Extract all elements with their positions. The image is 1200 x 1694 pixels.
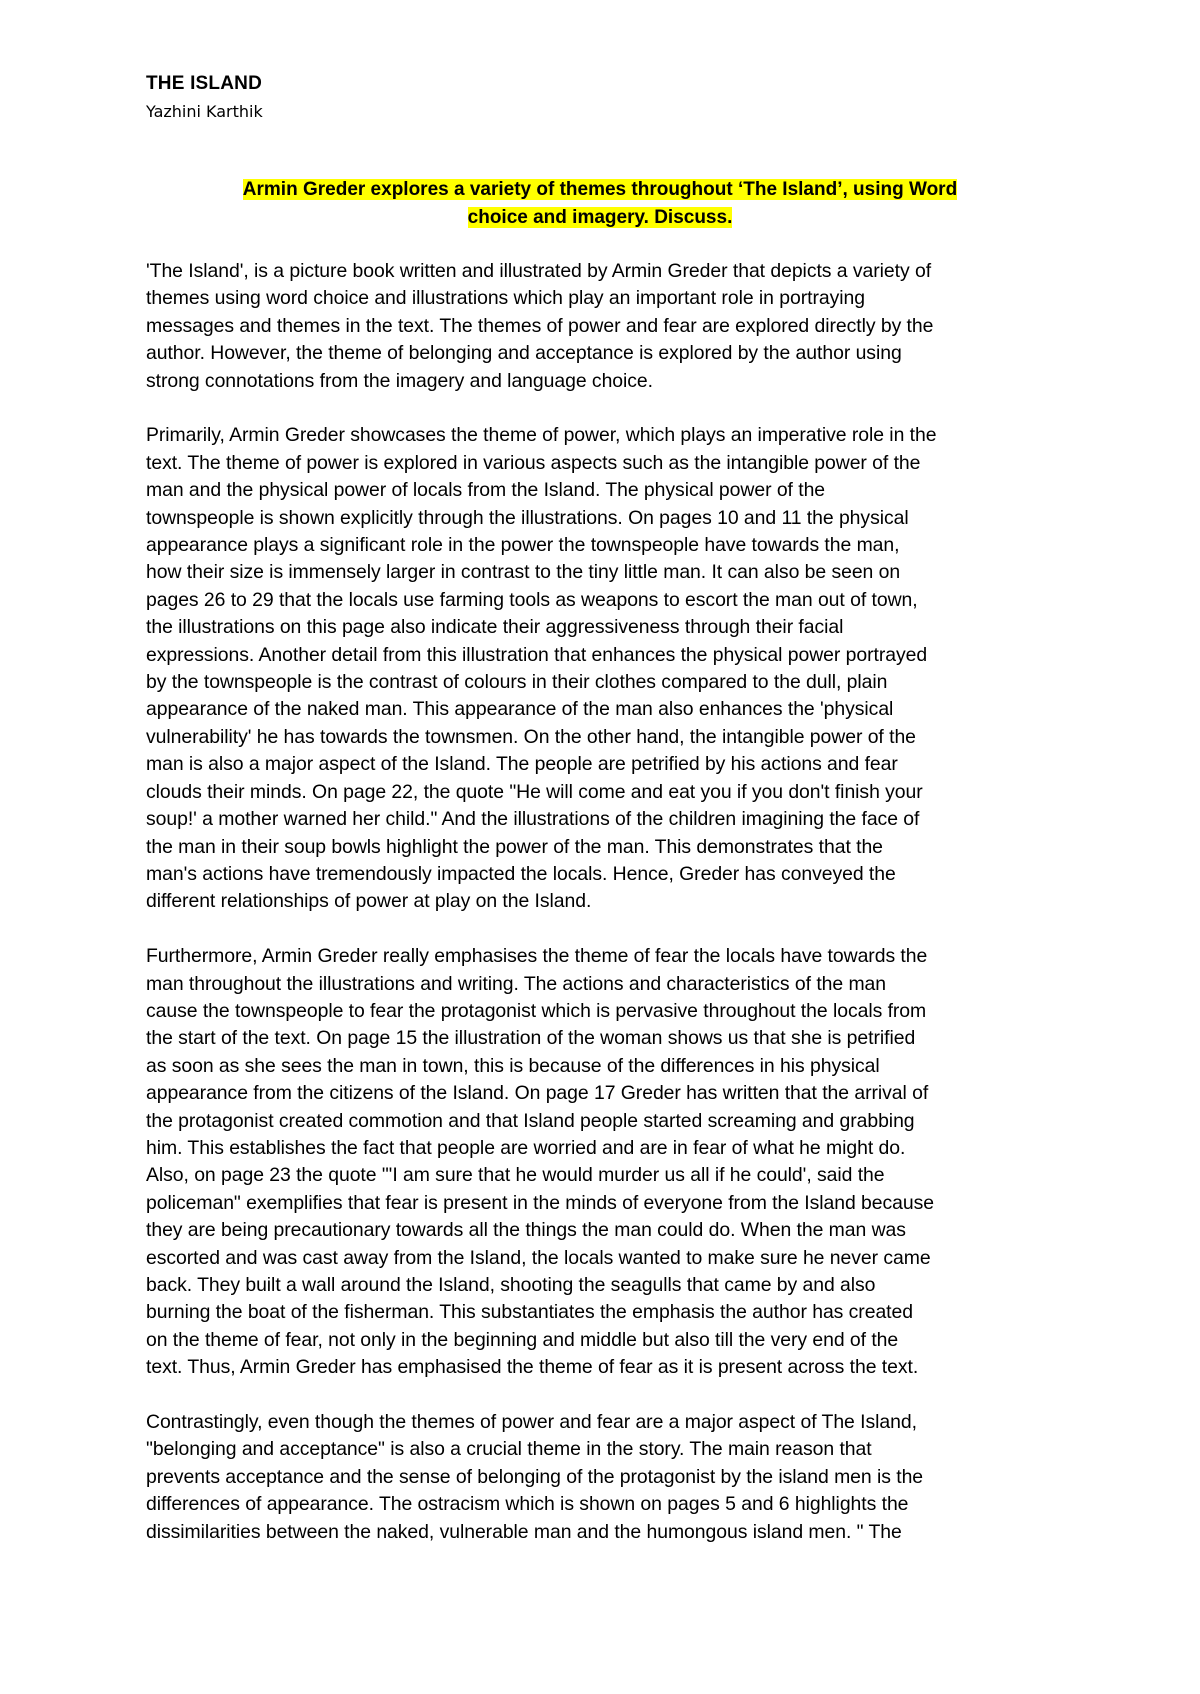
essay-question-line: choice and imagery. Discuss.: [467, 206, 733, 228]
paragraph-line: "belonging and acceptance" is also a crucial theme in the story. The main reason that: [146, 1438, 872, 1461]
paragraph-line: they are being precautionary towards all the things the man could do. When the man was: [146, 1219, 906, 1242]
paragraph-line: escorted and was cast away from the Island, the locals wanted to make sure he never came: [146, 1246, 931, 1269]
paragraph-line: text. Thus, Armin Greder has emphasised the theme of fear as it is present across the text.: [146, 1356, 919, 1379]
paragraph-line: the illustrations on this page also indicate their aggressiveness through their facial: [146, 616, 844, 639]
paragraph-line: Also, on page 23 the quote "'I am sure that he would murder us all if he could', said the: [146, 1164, 885, 1187]
paragraph-line: the man in their soup bowls highlight the power of the man. This demonstrates that the: [146, 835, 883, 858]
paragraph-line: how their size is immensely larger in contrast to the tiny little man. It can also be seen on: [146, 561, 901, 584]
paragraph: [146, 422, 1066, 915]
paragraph-line: man and the physical power of locals from the Island. The physical power of the: [146, 479, 826, 502]
paragraph-line: appearance of the naked man. This appearance of the man also enhances the 'physical: [146, 698, 894, 721]
paragraph-line: soup!' a mother warned her child." And the illustrations of the children imagining the face of: [146, 808, 920, 831]
paragraph-line: back. They built a wall around the Island, shooting the seagulls that came by and also: [146, 1274, 876, 1296]
paragraph-line: Furthermore, Armin Greder really emphasises the theme of fear the locals have towards the: [146, 945, 928, 968]
paragraph: [146, 258, 1066, 395]
paragraph-line: him. This establishes the fact that people are worried and are in fear of what he might do.: [146, 1136, 906, 1159]
paragraph-line: appearance plays a significant role in the power the townspeople have towards the man,: [146, 534, 900, 557]
paragraph-line: vulnerability' he has towards the townsmen. On the other hand, the intangible power of the: [146, 725, 916, 748]
paragraph-line: dissimilarities between the naked, vulnerable man and the humongous island men. " The: [146, 1520, 902, 1543]
essay-question-line: Armin Greder explores a variety of themes throughout ‘The Island’, using Word: [242, 179, 958, 200]
paragraph-line: the protagonist created commotion and that Island people started screaming and grabbing: [146, 1109, 915, 1132]
paragraph-line: townspeople is shown explicitly through the illustrations. On pages 10 and 11 the physical: [146, 506, 909, 529]
paragraph-line: by the townspeople is the contrast of colours in their clothes compared to the dull, plain: [146, 671, 888, 694]
paragraph-line: 'The Island', is a picture book written and illustrated by Armin Greder that depicts a variety of: [146, 260, 932, 282]
paragraph-line: burning the boat of the fisherman. This substantiates the emphasis the author has created: [146, 1301, 913, 1324]
paragraph-line: as soon as she sees the man in town, this is because of the differences in his physical: [146, 1054, 880, 1077]
author-name: Yazhini Karthik: [146, 102, 263, 121]
paragraph-line: author. However, the theme of belonging and acceptance is explored by the author using: [146, 342, 902, 365]
paragraph-line: expressions. Another detail from this illustration that enhances the physical power portrayed: [146, 643, 928, 666]
paragraph-line: differences of appearance. The ostracism which is shown on pages 5 and 6 highlights the: [146, 1493, 909, 1516]
paragraph-line: the start of the text. On page 15 the illustration of the woman shows us that she is petrified: [146, 1027, 916, 1050]
paragraph-line: themes using word choice and illustrations which play an important role in portraying: [146, 287, 865, 310]
paragraph-line: man's actions have tremendously impacted the locals. Hence, Greder has conveyed the: [146, 862, 896, 885]
document-title: THE ISLAND: [146, 73, 262, 94]
paragraph-line: policeman" exemplifies that fear is present in the minds of everyone from the Island because: [146, 1191, 935, 1214]
paragraph-line: messages and themes in the text. The themes of power and fear are explored directly by the: [146, 314, 934, 337]
paragraph-line: on the theme of fear, not only in the beginning and middle but also till the very end of the: [146, 1328, 899, 1351]
paragraph-line: Primarily, Armin Greder showcases the theme of power, which plays an imperative role in the: [146, 424, 937, 447]
paragraph-line: text. The theme of power is explored in various aspects such as the intangible power of the: [146, 451, 921, 474]
paragraph-line: appearance from the citizens of the Island. On page 17 Greder has written that the arrival of: [146, 1082, 929, 1105]
paragraph: [146, 1409, 1066, 1546]
paragraph-line: pages 26 to 29 that the locals use farming tools as weapons to escort the man out of town,: [146, 588, 918, 611]
paragraph: [146, 943, 1066, 1382]
essay-question: [146, 176, 1054, 231]
paragraph-line: strong connotations from the imagery and language choice.: [146, 369, 654, 392]
essay-body: [146, 258, 1066, 1573]
paragraph-line: Contrastingly, even though the themes of power and fear are a major aspect of The Island,: [146, 1411, 917, 1434]
paragraph-line: different relationships of power at play on the Island.: [146, 890, 592, 913]
paragraph-line: prevents acceptance and the sense of belonging of the protagonist by the island men is the: [146, 1465, 924, 1488]
paragraph-line: clouds their minds. On page 22, the quote "He will come and eat you if you don't finish your: [146, 780, 923, 803]
paragraph-line: man throughout the illustrations and writing. The actions and characteristics of the man: [146, 972, 887, 995]
paragraph-line: cause the townspeople to fear the protagonist which is pervasive throughout the locals from: [146, 999, 927, 1022]
paragraph-line: man is also a major aspect of the Island. The people are petrified by his actions and fear: [146, 753, 898, 776]
